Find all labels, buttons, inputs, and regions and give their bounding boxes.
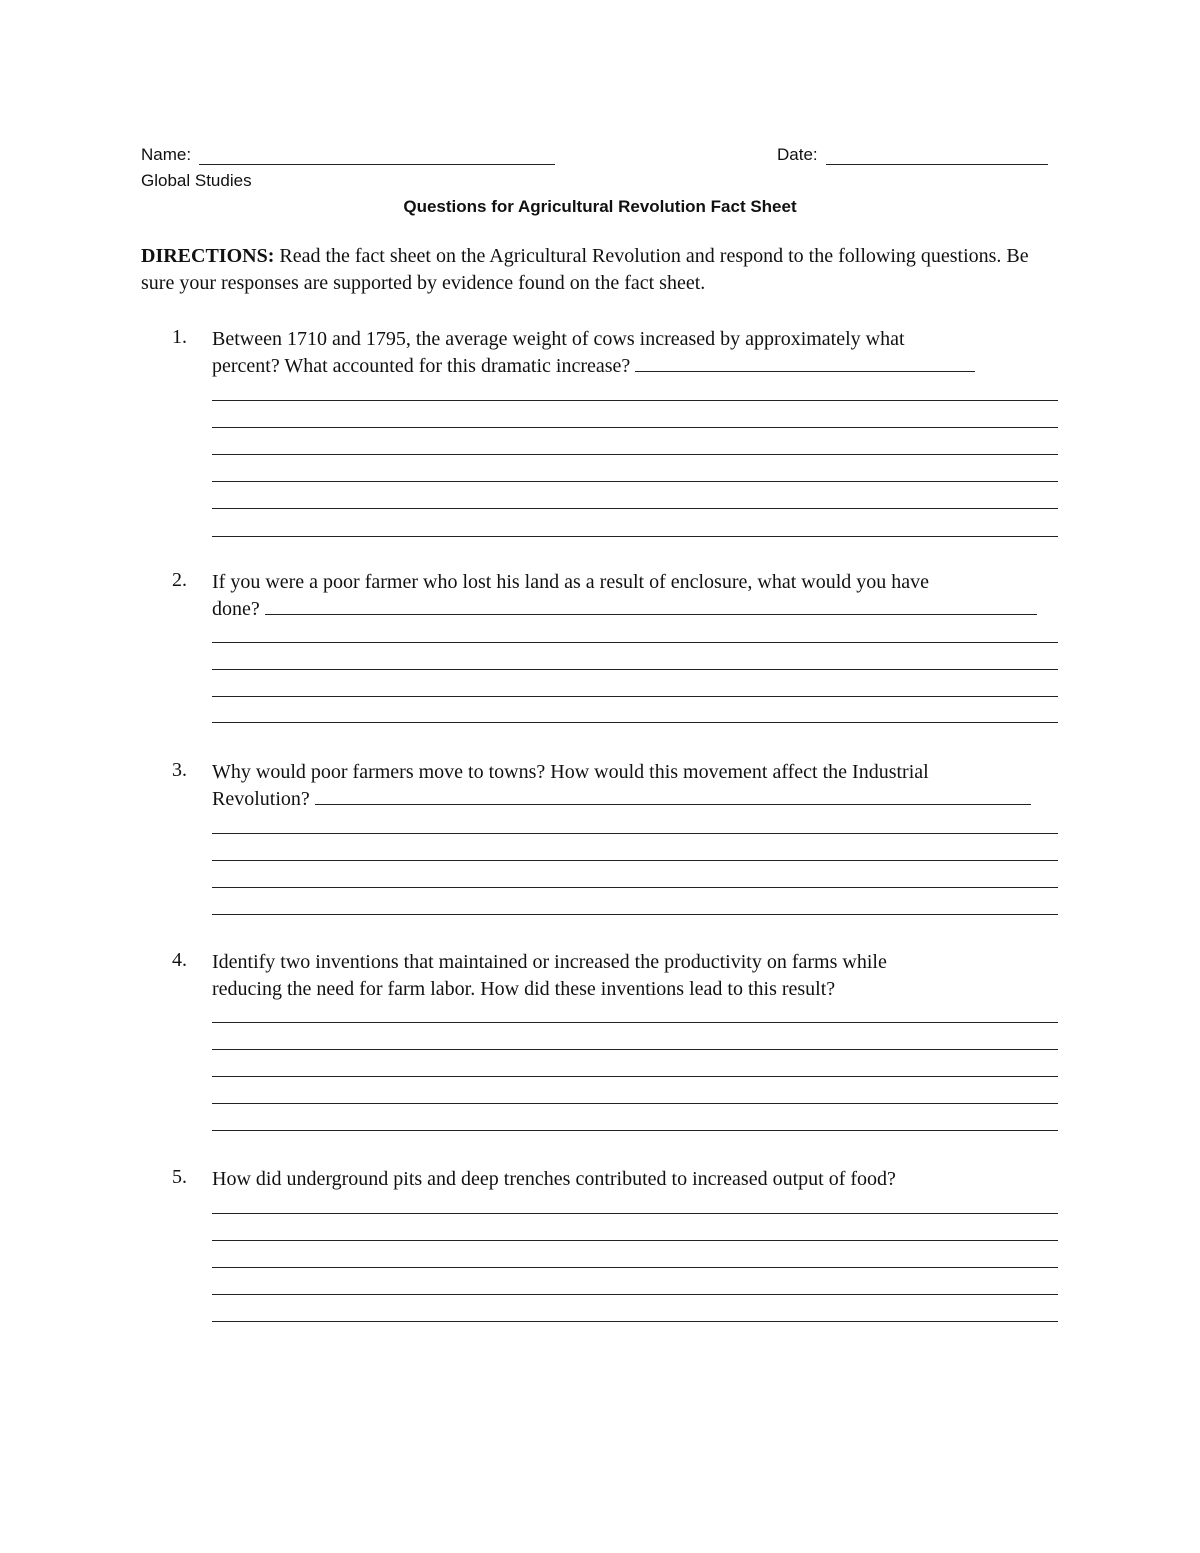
- answer-line[interactable]: [212, 914, 1058, 915]
- answer-line[interactable]: [212, 722, 1058, 723]
- question-text: [212, 326, 1062, 380]
- question-text: [212, 569, 1062, 623]
- question-text: [212, 1166, 1062, 1193]
- date-label: Date:: [777, 145, 818, 164]
- answer-line[interactable]: [212, 1294, 1058, 1295]
- question-number: 3.: [172, 759, 187, 781]
- name-field-group: [141, 145, 555, 165]
- date-input-line[interactable]: [826, 146, 1048, 165]
- question-line: Identify two inventions that maintained or increased the productivity on farms while: [212, 951, 887, 973]
- date-field-group: [777, 145, 1048, 165]
- answer-line[interactable]: [212, 669, 1058, 670]
- name-label: Name:: [141, 145, 192, 164]
- answer-line[interactable]: [265, 596, 1037, 615]
- answer-line[interactable]: [212, 696, 1058, 697]
- question-line: Between 1710 and 1795, the average weight of cows increased by approximately what: [212, 328, 905, 350]
- directions: [141, 243, 1061, 297]
- name-input-line[interactable]: [199, 146, 555, 165]
- question-number: 5.: [172, 1166, 187, 1188]
- question-line: percent? What accounted for this dramatic increase?: [212, 355, 631, 377]
- worksheet-header: [141, 145, 1056, 169]
- answer-line[interactable]: [212, 1022, 1058, 1023]
- question-number: 4.: [172, 949, 187, 971]
- answer-line[interactable]: [212, 887, 1058, 888]
- question-line: done?: [212, 598, 260, 620]
- question-line: How did underground pits and deep trenches contributed to increased output of food?: [212, 1168, 896, 1190]
- question-line: Why would poor farmers move to towns? How would this movement affect the Industrial: [212, 761, 929, 783]
- answer-line[interactable]: [212, 1130, 1058, 1131]
- question-line: Revolution?: [212, 788, 310, 810]
- question-text: [212, 949, 1062, 1003]
- course-name: Global Studies: [141, 171, 252, 190]
- question-number: 2.: [172, 569, 187, 591]
- answer-line[interactable]: [212, 1049, 1058, 1050]
- directions-text: Read the fact sheet on the Agricultural Revolution and respond to the following questions. Be sure your responses are supported by evidence found on the fact sheet.: [141, 245, 1029, 294]
- answer-line[interactable]: [212, 481, 1058, 482]
- answer-line[interactable]: [212, 833, 1058, 834]
- answer-line[interactable]: [212, 454, 1058, 455]
- answer-line[interactable]: [212, 1267, 1058, 1268]
- answer-line[interactable]: [315, 786, 1031, 805]
- question-line: If you were a poor farmer who lost his land as a result of enclosure, what would you have: [212, 571, 930, 593]
- question-text: [212, 759, 1062, 813]
- answer-line[interactable]: [212, 400, 1058, 401]
- question-line: reducing the need for farm labor. How did these inventions lead to this result?: [212, 978, 836, 1000]
- directions-label: DIRECTIONS:: [141, 245, 275, 267]
- answer-line[interactable]: [212, 1321, 1058, 1322]
- answer-line[interactable]: [212, 642, 1058, 643]
- worksheet-title: Questions for Agricultural Revolution Fact Sheet: [403, 197, 797, 216]
- question-number: 1.: [172, 326, 187, 348]
- answer-line[interactable]: [212, 427, 1058, 428]
- answer-line[interactable]: [635, 353, 975, 372]
- answer-line[interactable]: [212, 1103, 1058, 1104]
- answer-line[interactable]: [212, 1076, 1058, 1077]
- answer-line[interactable]: [212, 860, 1058, 861]
- answer-line[interactable]: [212, 508, 1058, 509]
- answer-line[interactable]: [212, 1213, 1058, 1214]
- answer-line[interactable]: [212, 536, 1058, 537]
- answer-line[interactable]: [212, 1240, 1058, 1241]
